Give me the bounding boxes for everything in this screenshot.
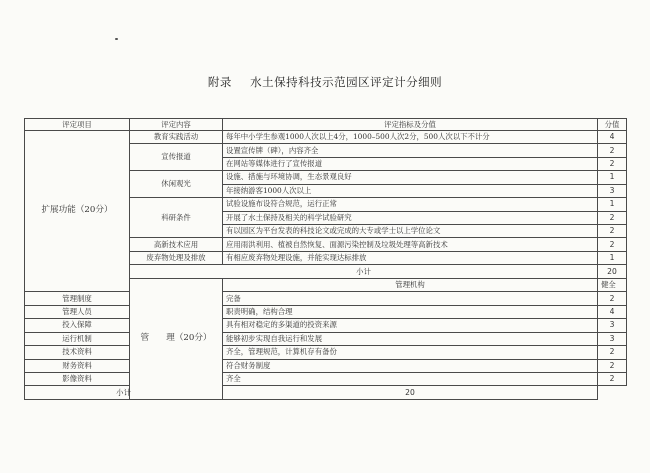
- content-cell: 管理机构: [223, 278, 598, 291]
- score-cell: 2: [598, 292, 627, 305]
- criterion-cell: 齐全，管理规范，计算机存有备份: [223, 346, 598, 359]
- content-cell: 管理人员: [25, 305, 130, 318]
- title-text: 水土保持科技示范园区评定计分细则: [250, 75, 443, 89]
- subtotal-label: 小计: [130, 265, 598, 278]
- content-cell: 休闲观光: [130, 171, 223, 198]
- content-cell: 废弃物处理及排放: [130, 251, 223, 264]
- score-cell: 3: [598, 319, 627, 332]
- criterion-cell: 齐全: [223, 372, 598, 385]
- subtotal-value: 20: [598, 265, 627, 278]
- criterion-cell: 有以园区为平台发表的科技论文或完成的大专或学士以上学位论文: [223, 224, 598, 237]
- table-row: [25, 346, 627, 359]
- table-row: [25, 359, 627, 372]
- content-cell: 财务资料: [25, 359, 130, 372]
- page-title: [0, 74, 650, 90]
- score-cell: 2: [598, 372, 627, 385]
- criterion-cell: 年接纳游客1000人次以上: [223, 184, 598, 197]
- table-row: [25, 305, 627, 318]
- header-score: 分值: [598, 119, 627, 131]
- header-category: 评定项目: [25, 119, 130, 131]
- score-cell: 2: [598, 346, 627, 359]
- criterion-cell: 健全: [598, 278, 627, 291]
- criterion-cell: 符合财务制度: [223, 359, 598, 372]
- content-cell: 高新技术应用: [130, 238, 223, 251]
- criterion-cell: 能够初步实现自我运行和发展: [223, 332, 598, 345]
- score-cell: 1: [598, 251, 627, 264]
- header-row: [25, 119, 627, 131]
- score-cell: 4: [598, 305, 627, 318]
- scan-speck: [115, 38, 118, 40]
- table-row: [25, 319, 627, 332]
- section-name: 管 理（20分）: [130, 278, 223, 399]
- criterion-cell: 设置宣传牌（碑），内容齐全: [223, 144, 598, 157]
- score-cell: 2: [598, 224, 627, 237]
- content-cell: 运行机制: [25, 332, 130, 345]
- score-cell: 4: [598, 130, 627, 143]
- header-content: 评定内容: [130, 119, 223, 131]
- table-row: [25, 332, 627, 345]
- score-cell: 2: [598, 359, 627, 372]
- subtotal-row: [25, 386, 627, 400]
- criterion-cell: 具有相对稳定的多渠道的投资来源: [223, 319, 598, 332]
- header-criteria: 评定指标及分值: [223, 119, 598, 131]
- table-row: [25, 372, 627, 385]
- score-cell: 2: [598, 211, 627, 224]
- criterion-cell: 每年中小学生参观1000人次以上4分，1000–500人次2分，500人次以下不计分: [223, 130, 598, 143]
- content-cell: 技术资料: [25, 346, 130, 359]
- subtotal-label: 小计: [25, 386, 223, 400]
- content-cell: 教育实践活动: [130, 130, 223, 143]
- appendix-label: 附录: [207, 75, 232, 89]
- scoring-table: [24, 118, 627, 400]
- score-cell: 2: [598, 157, 627, 170]
- criterion-cell: 职责明确，结构合理: [223, 305, 598, 318]
- score-cell: 1: [598, 171, 627, 184]
- criterion-cell: 完备: [223, 292, 598, 305]
- criterion-cell: 试验设施布设符合规范，运行正常: [223, 198, 598, 211]
- section-name: 扩展功能（20分）: [25, 130, 130, 291]
- score-cell: 2: [598, 238, 627, 251]
- content-cell: 投入保障: [25, 319, 130, 332]
- table-row: [25, 130, 627, 143]
- criterion-cell: 开展了水土保持及相关的科学试验研究: [223, 211, 598, 224]
- score-cell: 2: [598, 144, 627, 157]
- criterion-cell: 在网站等媒体进行了宣传报道: [223, 157, 598, 170]
- content-cell: 影像资料: [25, 372, 130, 385]
- subtotal-value: 20: [223, 386, 598, 400]
- criterion-cell: 应用雨洪利用、植被自然恢复、面源污染控制及垃圾处理等高新技术: [223, 238, 598, 251]
- criterion-cell: 设施、措施与环境协调，生态景观良好: [223, 171, 598, 184]
- content-cell: 宣传报道: [130, 144, 223, 171]
- score-cell: 3: [598, 184, 627, 197]
- criterion-cell: 有相应废弃物处理设施，并能实现达标排放: [223, 251, 598, 264]
- score-cell: 1: [598, 198, 627, 211]
- score-cell: 3: [598, 332, 627, 345]
- content-cell: 科研条件: [130, 198, 223, 238]
- table-row: [25, 292, 627, 305]
- content-cell: 管理制度: [25, 292, 130, 305]
